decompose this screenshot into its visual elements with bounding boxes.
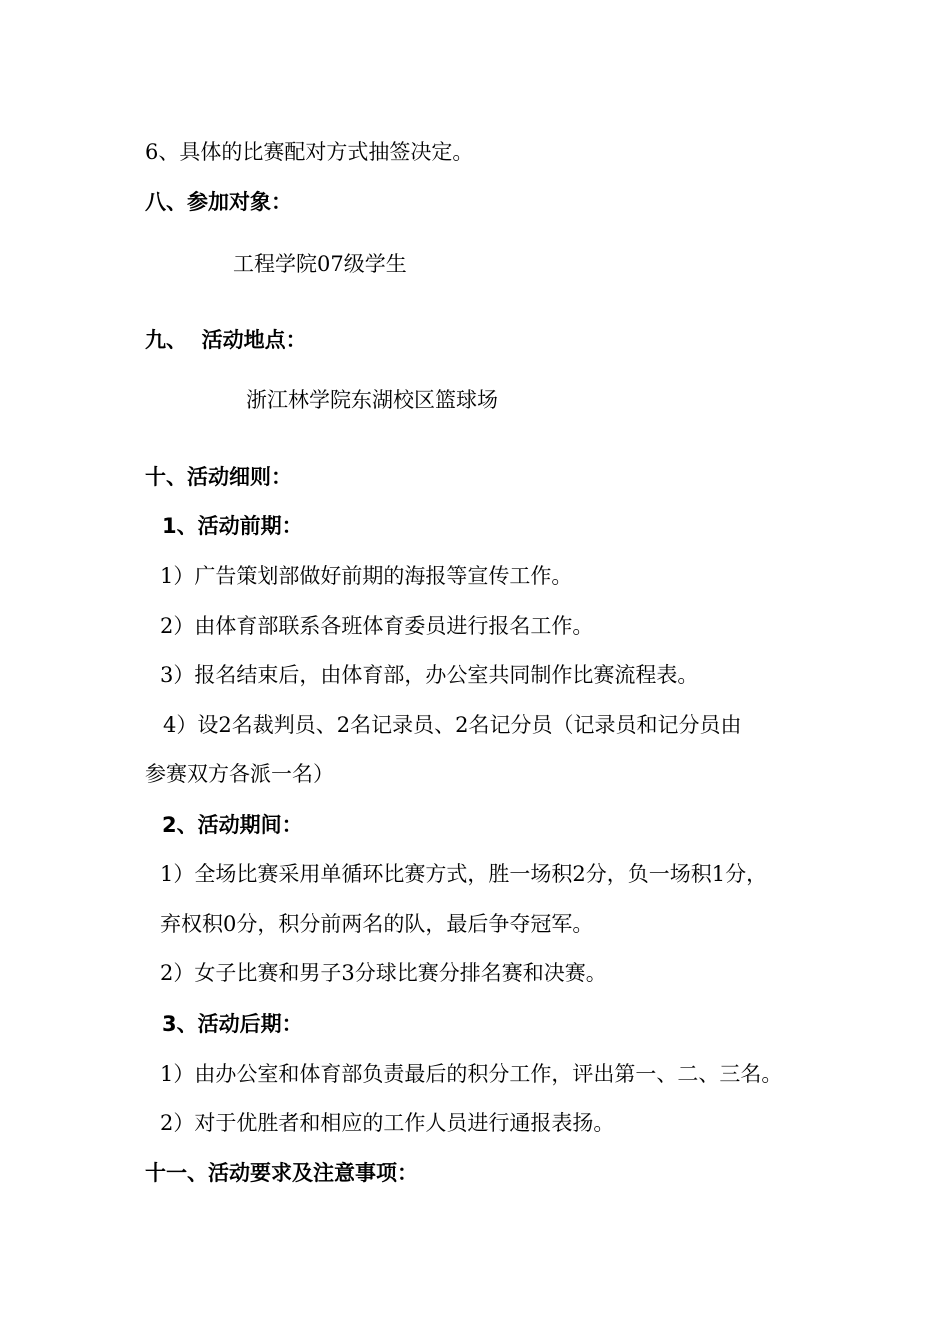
list-item: 2）由体育部联系各班体育委员进行报名工作。 [160,614,594,638]
location-text: 浙江林学院东湖校区篮球场 [246,388,498,412]
section-heading-details: 十、活动细则： [145,465,292,489]
list-item: 2）女子比赛和男子3分球比赛分排名赛和决赛。 [160,961,607,985]
section-heading-requirements: 十一、活动要求及注意事项： [145,1161,418,1185]
list-item: 1）广告策划部做好前期的海报等宣传工作。 [160,564,573,588]
list-item: 2）对于优胜者和相应的工作人员进行通报表扬。 [160,1111,615,1135]
list-item-continuation: 参赛双方各派一名） [145,762,334,786]
participants-text: 工程学院07级学生 [233,252,407,276]
subheading-during-phase: 2、活动期间： [162,813,303,837]
subheading-late-phase: 3、活动后期： [162,1012,303,1036]
subheading-early-phase: 1、活动前期： [162,514,303,538]
list-item: 1）由办公室和体育部负责最后的积分工作，评出第一、二、三名。 [160,1062,783,1086]
list-item: 3）报名结束后，由体育部，办公室共同制作比赛流程表。 [160,663,699,687]
section-heading-participants: 八、参加对象： [145,190,292,214]
list-item: 1）全场比赛采用单循环比赛方式，胜一场积2分，负一场积1分， [160,862,768,886]
list-item-continuation: 弃权积0分，积分前两名的队，最后争夺冠军。 [160,912,594,936]
list-item: 4）设2名裁判员、2名记录员、2名记分员（记录员和记分员由 [163,713,742,737]
rule-item-6: 6、具体的比赛配对方式抽签决定。 [145,140,474,164]
section-heading-location: 九、 活动地点： [145,328,307,352]
